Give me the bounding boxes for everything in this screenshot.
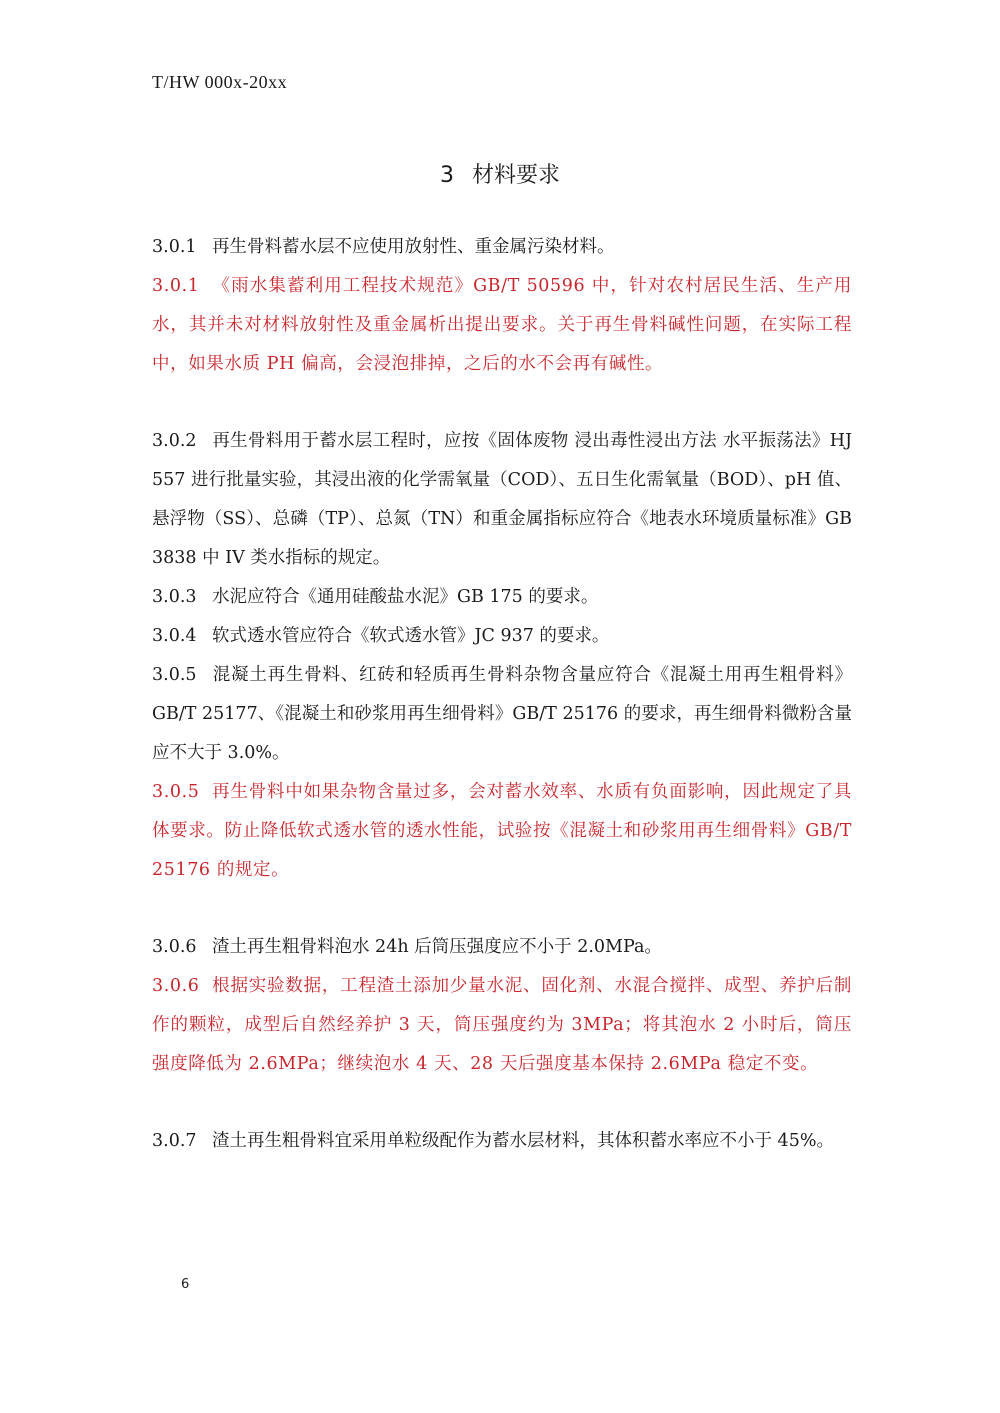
commentary-text: 再生骨料中如果杂物含量过多，会对蓄水效率、水质有负面影响，因此规定了具体要求。防止降低软式透水管的透水性能，试验按《混凝土和砂浆用再生细骨料》GB/T 25176 的规定。 [152, 782, 852, 880]
clause-number: 3.0.6 [152, 976, 200, 996]
clause-3-0-6-commentary [152, 967, 852, 1084]
clause-3-0-3 [152, 578, 852, 617]
commentary-text: 根据实验数据，工程渣土添加少量水泥、固化剂、水混合搅拌、成型、养护后制作的颗粒，成型后自然经养护 3 天，筒压强度约为 3MPa；将其泡水 2 小时后，筒压强度降低为 2.6MPa；继续泡水 4 天、28 天后强度基本保持 2.6MPa 稳定不变。 [152, 976, 852, 1074]
clause-number: 3.0.5 [152, 782, 200, 802]
clause-text: 渣土再生粗骨料泡水 24h 后筒压强度应不小于 2.0MPa。 [212, 937, 662, 957]
clause-3-0-1 [152, 228, 852, 267]
clause-3-0-6 [152, 928, 852, 967]
clause-3-0-7 [152, 1122, 852, 1161]
clause-number: 3.0.6 [152, 937, 197, 957]
clause-number: 3.0.7 [152, 1131, 197, 1151]
clause-text: 混凝土再生骨料、红砖和轻质再生骨料杂物含量应符合《混凝土用再生粗骨料》GB/T 25177、《混凝土和砂浆用再生细骨料》GB/T 25176 的要求，再生细骨料微粉含量应不大于 3.0%。 [152, 665, 852, 763]
clause-number: 3.0.3 [152, 587, 197, 607]
clause-3-0-5 [152, 656, 852, 773]
clause-3-0-1-commentary [152, 267, 852, 384]
page-number: 6 [181, 1277, 190, 1292]
section-heading [0, 158, 1000, 189]
clause-text: 水泥应符合《通用硅酸盐水泥》GB 175 的要求。 [212, 587, 599, 607]
clause-3-0-4 [152, 617, 852, 656]
clause-text: 软式透水管应符合《软式透水管》JC 937 的要求。 [212, 626, 610, 646]
commentary-text: 《雨水集蓄利用工程技术规范》GB/T 50596 中，针对农村居民生活、生产用水，其并未对材料放射性及重金属析出提出要求。关于再生骨料碱性问题，在实际工程中，如果水质 PH 偏高，会浸泡排掉，之后的水不会再有碱性。 [152, 276, 852, 374]
clauses [152, 228, 852, 1161]
clause-number: 3.0.1 [152, 237, 197, 257]
clause-number: 3.0.2 [152, 431, 197, 451]
section-title: 材料要求 [471, 163, 560, 188]
section-number: 3 [439, 163, 454, 188]
clause-3-0-2 [152, 422, 852, 578]
clause-text: 渣土再生粗骨料宜采用单粒级配作为蓄水层材料，其体积蓄水率应不小于 45%。 [212, 1131, 834, 1151]
clause-number: 3.0.5 [152, 665, 197, 685]
document-code: T/HW 000x-20xx [152, 72, 288, 92]
clause-text: 再生骨料蓄水层不应使用放射性、重金属污染材料。 [212, 237, 615, 257]
clause-text: 再生骨料用于蓄水层工程时，应按《固体废物 浸出毒性浸出方法 水平振荡法》HJ 557 进行批量实验，其浸出液的化学需氧量（COD）、五日生化需氧量（BOD）、pH 值、悬浮物（SS）、总磷（TP）、总氮（TN）和重金属指标应符合《地表水环境质量标准》GB 3838 中 IV 类水指标的规定。 [152, 431, 852, 568]
clause-number: 3.0.1 [152, 276, 200, 296]
clause-3-0-5-commentary [152, 773, 852, 890]
clause-number: 3.0.4 [152, 626, 197, 646]
